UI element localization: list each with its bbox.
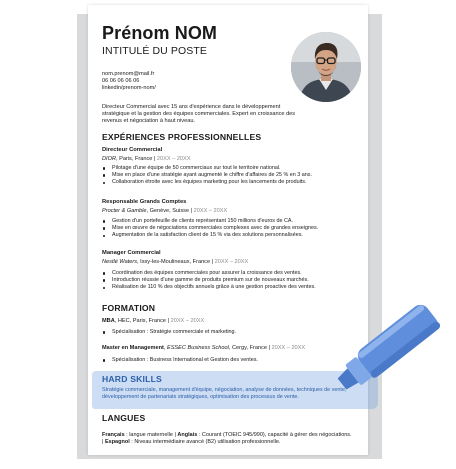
job-location: , Paris, France |: [115, 156, 157, 162]
education-item: [102, 345, 305, 351]
job-role: Directeur Commercial: [102, 147, 163, 153]
education-degree: Master en Management: [102, 345, 164, 351]
contact-email: nom.prenom@mail.fr: [102, 71, 155, 77]
language-level: : Courant (TOEIC 945/990), capacité à gérer des négociations. |: [102, 432, 352, 446]
job-bullets: [112, 218, 318, 239]
job-company-line: [102, 208, 227, 214]
education-bullets: [112, 329, 236, 336]
profile-summary: Directeur Commercial avec 15 ans d'expérience dans le développement stratégique et la gestion des équipes commerciales. Expert en croissance des revenus et négociation à haut niveau.: [102, 104, 296, 125]
education-location: , Cergy, France |: [228, 345, 272, 351]
job-bullets: [112, 270, 316, 291]
job-company-line: [102, 156, 191, 162]
job-company: Procter & Gamble: [102, 208, 147, 214]
list-item: Collaboration étroite avec les équipes marketing pour les lancements de produits.: [112, 179, 312, 186]
education-school: , ESSEC Business School: [163, 345, 229, 351]
cv-page: [88, 5, 368, 455]
language-level: : Niveau intermédiaire avancé (B2) utilisation professionnelle.: [129, 439, 281, 446]
job-title: INTITULÉ DU POSTE: [102, 45, 207, 57]
job-company: DIOR: [102, 156, 116, 162]
candidate-name: Prénom NOM: [102, 23, 218, 43]
education-bullets: [112, 357, 258, 364]
education-location: , Paris, France |: [129, 318, 171, 324]
list-item: Pilotage d'une équipe de 50 commerciaux sur tout le territoire national.: [112, 165, 312, 172]
contact-phone: 06 06 06 06 06: [102, 78, 140, 85]
education-school: , HEC: [114, 318, 130, 324]
language-name: Anglais: [177, 432, 198, 438]
language-name: Espagnol: [104, 439, 130, 446]
job-role: Responsable Grands Comptes: [102, 199, 187, 205]
list-item: Augmentation de la satisfaction client de 15 % via des solutions personnalisées.: [112, 232, 318, 239]
contact-block: [102, 71, 156, 93]
list-item: Mise en œuvre de négociations commerciales complexes avec de grandes enseignes.: [112, 225, 319, 232]
education-dates: 20XX – 20XX: [170, 318, 205, 324]
experience-title: EXPÉRIENCES PROFESSIONNELLES: [102, 132, 262, 142]
list-item: Gestion d'un portefeuille de clients représentant 150 millions d'euros de CA.: [112, 218, 318, 225]
education-degree: MBA: [102, 318, 115, 324]
job-dates: 20XX – 20XX: [193, 208, 228, 214]
language-level: : langue maternelle |: [124, 432, 178, 438]
job-location: , Genève, Suisse |: [146, 208, 194, 214]
list-item: Mise en place d'une stratégie ayant augmenté le chiffre d'affaires de 25 % en 3 ans.: [112, 172, 312, 179]
job-dates: 20XX – 20XX: [156, 156, 191, 162]
job-bullets: [112, 165, 312, 186]
job-dates: 20XX – 20XX: [214, 259, 249, 265]
languages-title: LANGUES: [102, 413, 146, 423]
list-item: Coordination des équipes commerciales pour assurer la croissance des ventes.: [112, 270, 316, 277]
job-location: , Issy-les-Moulineaux, France |: [137, 259, 215, 265]
highlighter-marker-icon: [330, 296, 456, 401]
education-title: FORMATION: [102, 303, 156, 313]
hard-skills-text: Stratégie commerciale, management d'équipe, négociation, analyse de données, techniques de vente, développement de partenariats stratégiques, optimisation des processus de vente.: [102, 387, 347, 401]
education-item: [102, 318, 204, 324]
list-item: Réalisation de 110 % des objectifs annuels grâce à une gestion proactive des ventes.: [112, 284, 316, 291]
contact-linkedin: linkedin/prenom-nom/: [102, 85, 156, 92]
list-item: Spécialisation : Stratégie commerciale et marketing.: [112, 329, 237, 335]
list-item: Introduction réussie d'une gamme de produits premium sur de nouveaux marchés.: [112, 277, 316, 284]
job-role: Manager Commercial: [102, 250, 161, 256]
languages-text: [102, 432, 352, 446]
profile-photo: [291, 32, 361, 102]
hard-skills-title: HARD SKILLS: [102, 374, 162, 384]
job-company: Nestlé Waters: [102, 259, 138, 265]
list-item: Spécialisation : Business International et Gestion des ventes.: [112, 357, 258, 363]
language-name: Français: [102, 432, 125, 438]
education-dates: 20XX – 20XX: [271, 345, 306, 351]
job-company-line: [102, 259, 248, 265]
